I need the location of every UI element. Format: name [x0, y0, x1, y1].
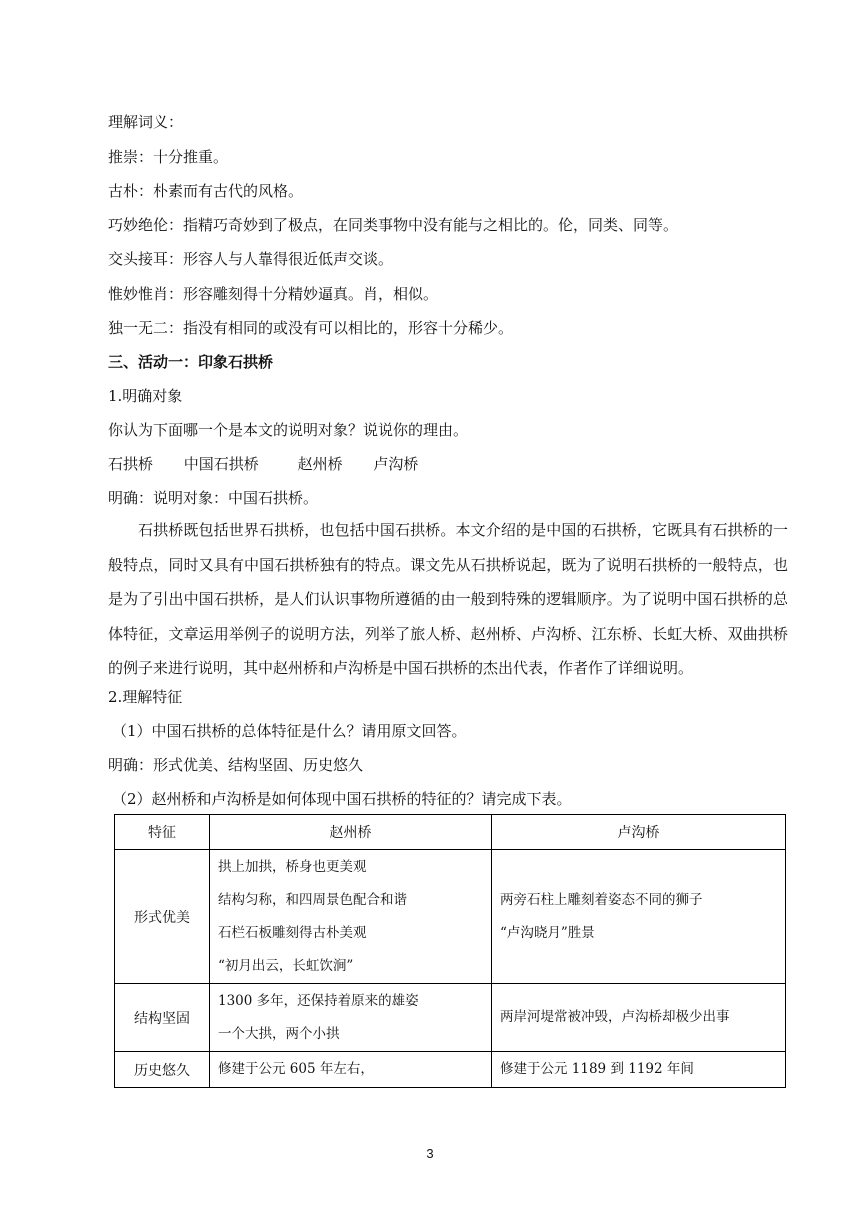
feature-table [114, 814, 786, 1088]
feature-cell: 历史悠久 [115, 1052, 210, 1088]
table-row [115, 984, 786, 1052]
cell-line: 修建于公元 605 年左右， [218, 1061, 374, 1077]
question-overall-feature: （1）中国石拱桥的总体特征是什么？请用原文回答。 [112, 722, 467, 740]
cell-line: 两岸河堤常被冲毁，卢沟桥却极少出事 [500, 1009, 730, 1025]
lugou-cell [492, 984, 786, 1052]
option-chinese-stone-arch-bridge: 中国石拱桥 [183, 455, 259, 473]
vocab-item-jiaotoujieer: 交头接耳：形容人与人靠得很近低声交谈。 [108, 250, 394, 268]
subheading-understand-features: 2.理解特征 [108, 688, 183, 706]
vocab-item-tuichong: 推崇：十分推重。 [108, 148, 229, 166]
question-table: （2）赵州桥和卢沟桥是如何体现中国石拱桥的特征的？请完成下表。 [112, 790, 572, 808]
cell-line: 1300 多年，还保持着原来的雄姿 [218, 992, 419, 1009]
cell-line: “初月出云，长虹饮涧” [218, 957, 354, 974]
subheading-clarify-object: 1.明确对象 [108, 387, 183, 405]
feature-cell: 形式优美 [115, 850, 210, 984]
option-lugou-bridge: 卢沟桥 [373, 455, 419, 473]
vocab-item-gupu: 古朴：朴素而有古代的风格。 [108, 182, 304, 200]
lugou-cell [492, 1052, 786, 1088]
table-row [115, 1052, 786, 1088]
vocab-item-weimiaoweixiao: 惟妙惟肖：形容雕刻得十分精妙逼真。肖，相似。 [108, 285, 439, 303]
option-zhaozhou-bridge: 赵州桥 [297, 455, 343, 473]
table-header-row [115, 815, 786, 850]
cell-line: 一个大拱，两个小拱 [218, 1025, 340, 1042]
cell-line: 修建于公元 1189 到 1192 年间 [500, 1061, 694, 1077]
question-object: 你认为下面哪一个是本文的说明对象？说说你的理由。 [108, 421, 469, 439]
option-stone-arch-bridge: 石拱桥 [108, 455, 154, 473]
section-title: 三、活动一：印象石拱桥 [108, 353, 274, 371]
zhaozhou-cell [210, 850, 492, 984]
cell-line: “卢沟晓月”胜景 [500, 924, 595, 941]
cell-line: 结构匀称，和四周景色配合和谐 [218, 891, 407, 908]
bridge-options [108, 454, 444, 474]
answer-overall-feature: 明确：形式优美、结构坚固、历史悠久 [108, 756, 364, 774]
table-row [115, 850, 786, 984]
header-feature: 特征 [115, 815, 210, 850]
feature-cell: 结构坚固 [115, 984, 210, 1052]
page-number: 3 [426, 1146, 434, 1161]
vocab-item-duyiwuer: 独一无二：指没有相同的或没有可以相比的，形容十分稀少。 [108, 319, 514, 337]
vocab-item-qiaomiaojuelun: 巧妙绝伦：指精巧奇妙到了极点，在同类事物中没有能与之相比的。伦，同类、同等。 [108, 216, 679, 234]
zhaozhou-cell [210, 984, 492, 1052]
header-zhaozhou: 赵州桥 [210, 815, 492, 850]
cell-line: 石栏石板雕刻得古朴美观 [218, 924, 367, 941]
header-lugou: 卢沟桥 [492, 815, 786, 850]
lugou-cell [492, 850, 786, 984]
cell-line: 拱上加拱，桥身也更美观 [218, 858, 367, 875]
zhaozhou-cell [210, 1052, 492, 1088]
answer-object: 明确：说明对象：中国石拱桥。 [108, 489, 319, 507]
cell-line: 两旁石柱上雕刻着姿态不同的狮子 [500, 891, 703, 908]
explanation-paragraph: 石拱桥既包括世界石拱桥，也包括中国石拱桥。本文介绍的是中国的石拱桥，它既具有石拱桥的一般特点，同时又具有中国石拱桥独有的特点。课文先从石拱桥说起，既为了说明石拱桥的一般特点，也是为了引出中国石拱桥，是人们认识事物所遵循的由一般到特殊的逻辑顺序。为了说明中国石拱桥的总体特征，文章运用举例子的说明方法，列举了旅人桥、赵州桥、卢沟桥、江东桥、长虹大桥、双曲拱桥的例子来进行说明，其中赵州桥和卢沟桥是中国石拱桥的杰出代表，作者作了详细说明。 [108, 521, 788, 677]
vocab-heading: 理解词义： [108, 113, 184, 131]
